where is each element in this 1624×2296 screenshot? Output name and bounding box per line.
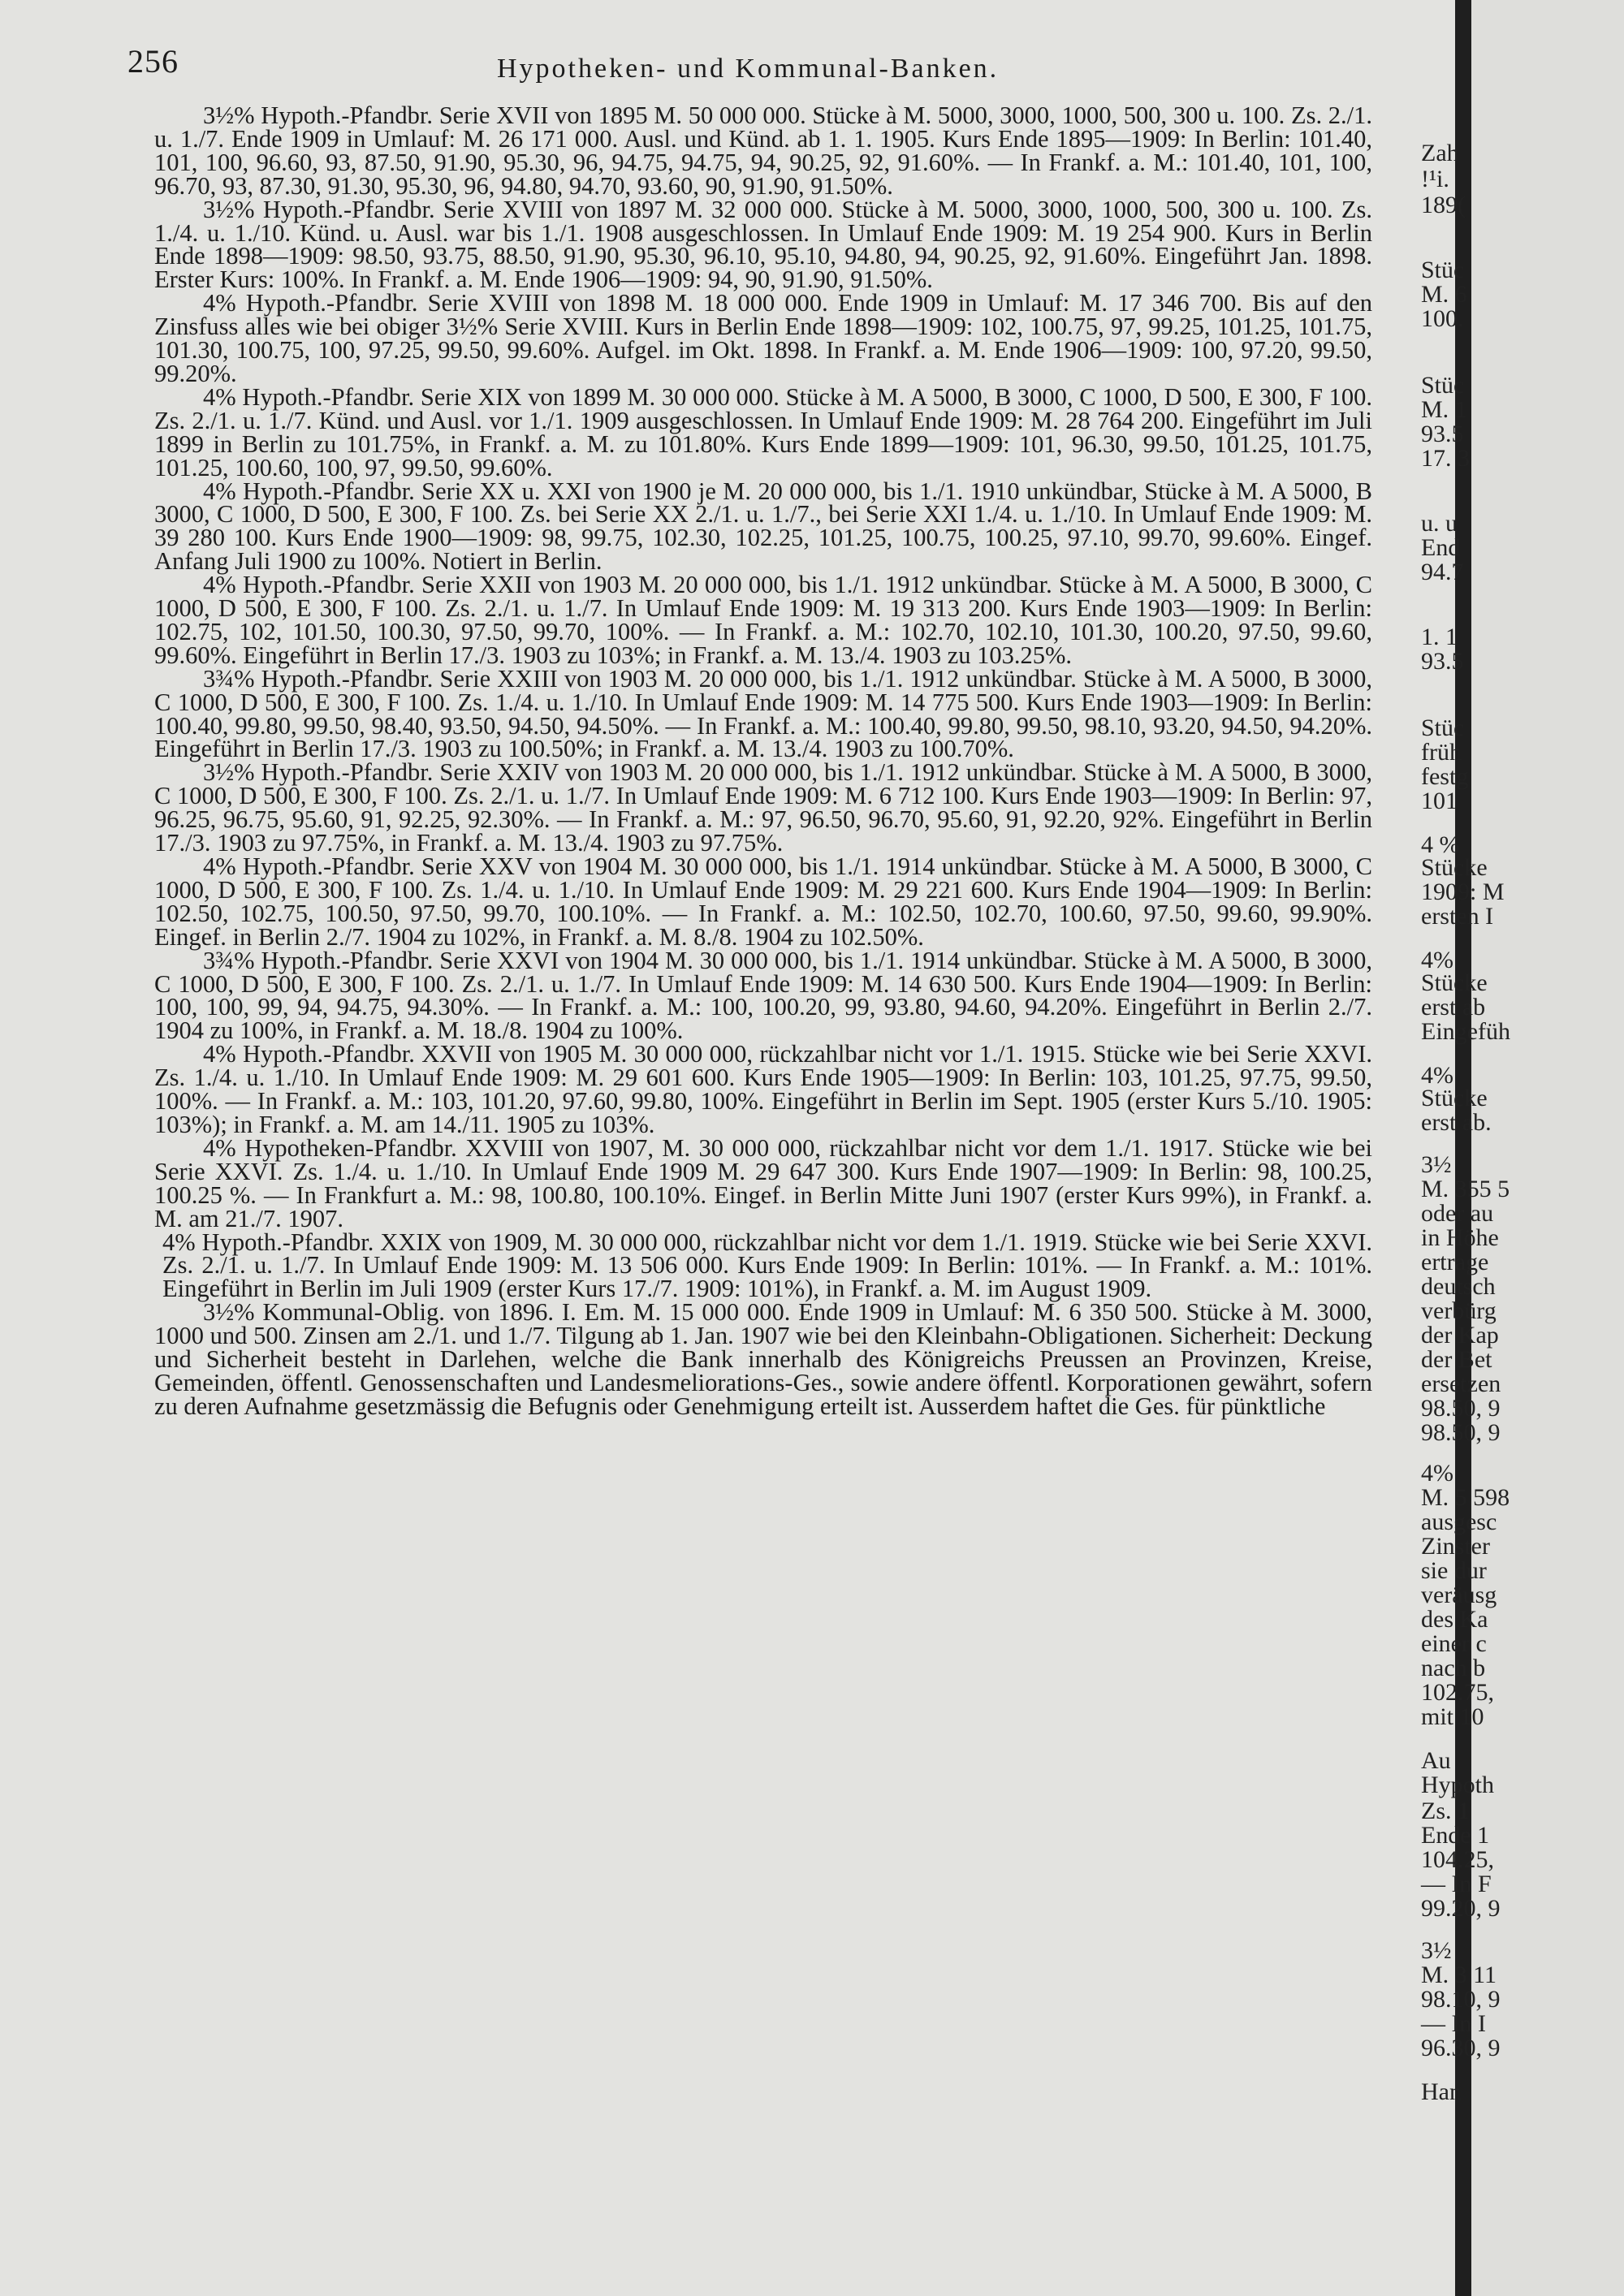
entry-serie-xxviii: 4% Hypotheken-Pfandbr. XXVIII von 1907, M. 30 000 000, rückzahlbar nicht vor dem 1./1. 1917. Stücke wie bei Serie XXVI. Zs. 1./4. u. 1./10. In Umlauf Ende 1909 M. 29 647 300. Kurs Ende 1907—1909: In Berlin: 98, 100.25, 100.25 %. — In Frankfurt a. M.: 98, 100.80, 100.10%. Eingef. in Berlin Mitte Juni 1907 (erster Kurs 99%), in Frankf. a. M. am 21./7. 1907. (154, 1133, 1372, 1232)
adjacent-page-fragment: Stücke (1421, 969, 1488, 996)
adjacent-page-fragment: M. 355 5 (1421, 1176, 1510, 1202)
running-title: Hypotheken- und Kommunal-Banken. (497, 54, 1000, 84)
adjacent-page-fragment: Zah (1421, 140, 1459, 166)
adjacent-page-fragment: Zs. 1 (1421, 1798, 1470, 1824)
adjacent-page-fragment: Eingefüh (1421, 1018, 1510, 1045)
adjacent-page-fragment: einer c (1421, 1630, 1487, 1657)
adjacent-page-fragment: M. 5 598 (1421, 1484, 1510, 1511)
adjacent-page-fragment: erst ab. (1421, 1109, 1492, 1136)
adjacent-page-fragment: erst ab (1421, 994, 1486, 1021)
adjacent-page-fragment: oder au (1421, 1200, 1494, 1227)
adjacent-page-fragment: festg (1421, 763, 1469, 790)
adjacent-page-fragment: M. 3 11 (1421, 1962, 1497, 1988)
adjacent-page-fragment: — In I (1421, 2010, 1486, 2037)
adjacent-page-fragment: Hypoth (1421, 1772, 1494, 1798)
adjacent-page-fragment: !¹i. (1421, 166, 1449, 192)
adjacent-page-fragment: 4% (1421, 947, 1453, 973)
adjacent-page-fragment: Stüc (1421, 714, 1465, 741)
adjacent-page-fragment: 96.30, 9 (1421, 2035, 1501, 2061)
adjacent-page-fragment: Stüc (1421, 372, 1465, 399)
entry-serie-xxvii: 4% Hypoth.-Pfandbr. XXVII von 1905 M. 30 000 000, rückzahlbar nicht vor 1./1. 1915. Stücke wie bei Serie XXVI. Zs. 1./4. u. 1./10. In Umlauf Ende 1909: M. 29 601 600. Kurs Ende 1905—1909: In Berlin: 103, 101.25, 97.75, 99.50, 100%. — In Frankf. a. M.: 103, 101.20, 97.60, 99.80, 100%. Eingeführt in Berlin im Sept. 1905 (erster Kurs 5./10. 1905: 103%); in Frankf. a. M. am 14./11. 1905 zu 103%. (154, 1040, 1372, 1138)
adjacent-page-fragment: ersetzen (1421, 1370, 1501, 1397)
book-gutter (1455, 0, 1471, 2296)
adjacent-page-fragment: Stücke (1421, 854, 1488, 881)
adjacent-page-fragment: 101 (1421, 788, 1458, 814)
adjacent-page-fragment: u. u (1421, 510, 1458, 537)
entry-serie-xvii: 3½% Hypoth.-Pfandbr. Serie XVII von 1895 M. 50 000 000. Stücke à M. 5000, 3000, 1000, 500, 300 u. 100. Zs. 2./1. u. 1./7. Ende 1909 in Umlauf: M. 26 171 000. Ausl. und Künd. ab 1. 1. 1905. Kurs Ende 1895—1909: In Berlin: 101.40, 101, 100, 96.60, 93, 87.50, 91.90, 95.30, 96, 94.75, 94.75, 94, 90.25, 92, 91.60%. — In Frankf. a. M.: 101.40, 101, 100, 96.70, 93, 87.30, 91.30, 95.30, 96, 94.80, 94.70, 93.60, 90, 91.90, 91.50%. (154, 101, 1372, 200)
adjacent-page-fragment: 102.75, (1421, 1679, 1494, 1706)
adjacent-page-fragment: M. 1 (1421, 396, 1467, 423)
adjacent-page-fragment: des Ka (1421, 1606, 1488, 1633)
adjacent-page-fragment: mit 10 (1421, 1703, 1484, 1730)
adjacent-page-fragment: End (1421, 534, 1461, 561)
entry-serie-xxix: 4% Hypoth.-Pfandbr. XXIX von 1909, M. 30 000 000, rückzahlbar nicht vor dem 1./1. 1919. Stücke wie bei Serie XXVI. Zs. 2./1. u. 1./7. In Umlauf Ende 1909: M. 13 506 000. Kurs Ende 1909: In Berlin: 101%. — In Frankf. a. M.: 101%. Eingeführt in Berlin im Juli 1909 (erster Kurs 17./7. 1909: 101%), in Frankf. a. M. im August 1909. (162, 1228, 1372, 1303)
adjacent-page-fragment: 98.50, 9 (1421, 1395, 1501, 1422)
adjacent-page-fragment: veräusg (1421, 1582, 1497, 1608)
adjacent-page-fragment: nach b (1421, 1655, 1486, 1681)
adjacent-page-edge (1421, 0, 1624, 2296)
entry-serie-xix: 4% Hypoth.-Pfandbr. Serie XIX von 1899 M. 30 000 000. Stücke à M. A 5000, B 3000, C 1000, D 500, E 300, F 100. Zs. 2./1. u. 1./7. Künd. und Ausl. vor 1./1. 1909 ausgeschlossen. In Umlauf Ende 1909: M. 28 764 200. Eingeführt im Juli 1899 in Berlin zu 101.75%, in Frankf. a. M. zu 101.80%. Kurs Ende 1899—1909: 101, 96.30, 99.50, 101.25, 101.75, 101.25, 100.60, 100, 97, 99.50, 99.60%. (154, 382, 1372, 481)
adjacent-page-fragment: — In F (1421, 1871, 1492, 1897)
adjacent-page-fragment: Stüc (1421, 257, 1465, 283)
adjacent-page-fragment: 4 % (1421, 831, 1460, 858)
adjacent-page-fragment: Au (1421, 1747, 1451, 1774)
adjacent-page-fragment: ertrage (1421, 1249, 1489, 1275)
adjacent-page-fragment: ersten I (1421, 903, 1494, 930)
adjacent-page-fragment: 100. (1421, 305, 1464, 332)
adjacent-page-fragment: 93.5 (1421, 421, 1464, 447)
adjacent-page-fragment: 104.25, (1421, 1846, 1494, 1873)
entry-serie-xviii-4: 4% Hypoth.-Pfandbr. Serie XVIII von 1898 M. 18 000 000. Ende 1909 in Umlauf: M. 17 346 700. Bis auf den Zinsfuss alles wie bei obiger 3½% Serie XVIII. Kurs in Berlin Ende 1898—1909: 102, 100.75, 97, 99.25, 101.25, 101.75, 101.30, 100.75, 100, 97.25, 99.50, 99.60%. Aufgel. im Okt. 1898. In Frankf. a. M. Ende 1906—1909: 100, 97.20, 99.50, 99.20%. (154, 289, 1372, 387)
entry-serie-xxiv: 3½% Hypoth.-Pfandbr. Serie XXIV von 1903 M. 20 000 000, bis 1./1. 1912 unkündbar. Stücke à M. A 5000, B 3000, C 1000, D 500, E 300, F 100. Zs. 2./1. u. 1./7. In Umlauf Ende 1909: M. 6 712 100. Kurs Ende 1903—1909: In Berlin: 97, 96.25, 96.75, 95.60, 91, 92.25, 92.30%. — In Frankf. a. M.: 97, 96.50, 96.70, 95.60, 91, 92.20, 92%. Eingeführt in Berlin 17./3. 1903 zu 97.75%, in Frankf. a. M. 13./4. 1903 zu 97.75%. (154, 758, 1372, 857)
adjacent-page-fragment: 189( (1421, 192, 1466, 218)
adjacent-page-fragment: Han (1421, 2078, 1462, 2105)
entry-serie-xxvi: 3¾% Hypoth.-Pfandbr. Serie XXVI von 1904 M. 30 000 000, bis 1./1. 1914 unkündbar. Stücke à M. A 5000, B 3000, C 1000, D 500, E 300, F 100. Zs. 2./1. u. 1./7. In Umlauf Ende 1909: M. 14 630 500. Kurs Ende 1904—1909: In Berlin: 100, 100, 99, 94, 94.75, 94.30%. — In Frankf. a. M.: 100, 100.20, 99, 93.80, 94.60, 94.20%. Eingeführt in Berlin 2./7. 1904 zu 100%, in Frankf. a. M. 18./8. 1904 zu 100%. (154, 946, 1372, 1045)
adjacent-page-fragment: 4% (1421, 1460, 1453, 1487)
adjacent-page-fragment: 3½ (1421, 1151, 1452, 1178)
adjacent-page-fragment: 94.7 (1421, 559, 1464, 585)
adjacent-page-fragment: 99.20, 9 (1421, 1895, 1501, 1922)
adjacent-page-fragment: Ende 1 (1421, 1822, 1490, 1849)
adjacent-page-fragment: der Kap (1421, 1322, 1499, 1349)
adjacent-page-fragment: in Höhe (1421, 1224, 1499, 1251)
adjacent-page-fragment: Zinster (1421, 1533, 1490, 1560)
adjacent-page-fragment: sie dur (1421, 1557, 1487, 1584)
main-text-column (154, 101, 1372, 1420)
adjacent-page-fragment: verbürg (1421, 1297, 1497, 1324)
adjacent-page-fragment: M. 6 (1421, 281, 1467, 308)
adjacent-page-fragment: ausgesc (1421, 1508, 1497, 1535)
adjacent-page-fragment: 17. 3 (1421, 445, 1470, 472)
entry-serie-xxv: 4% Hypoth.-Pfandbr. Serie XXV von 1904 M. 30 000 000, bis 1./1. 1914 unkündbar. Stücke à M. A 5000, B 3000, C 1000, D 500, E 300, F 100. Zs. 1./4. u. 1./10. In Umlauf Ende 1909: M. 29 221 600. Kurs Ende 1904—1909: In Berlin: 102.50, 102.75, 100.50, 97.50, 99.70, 100.10%. — In Frankf. a. M.: 102.50, 102.70, 100.60, 97.50, 99.60, 99.90%. Eingef. in Berlin 2./7. 1904 zu 102%, in Frankf. a. M. 8./8. 1904 zu 102.50%. (154, 852, 1372, 951)
entry-serie-xx-xxi: 4% Hypoth.-Pfandbr. Serie XX u. XXI von 1900 je M. 20 000 000, bis 1./1. 1910 unkündbar, Stücke à M. A 5000, B 3000, C 1000, D 500, E 300, F 100. Zs. bei Serie XX 2./1. u. 1./7., bei Serie XXI 1./4. u. 1./10. In Umlauf Ende 1909: M. 39 280 100. Kurs Ende 1900—1909: 98, 99.75, 102.30, 102.25, 101.25, 100.75, 100.25, 97.10, 99.70, 99.60%. Eingef. Anfang Juli 1900 zu 100%. Notiert in Berlin. (154, 477, 1372, 576)
adjacent-page-fragment: 93.5 (1421, 648, 1464, 675)
adjacent-page-fragment: 1. 1 (1421, 624, 1458, 650)
adjacent-page-fragment: deutsch (1421, 1273, 1496, 1300)
adjacent-page-fragment: Stücke (1421, 1085, 1488, 1111)
adjacent-page-fragment: früh (1421, 739, 1462, 766)
adjacent-page-fragment: 98.50, 9 (1421, 1419, 1501, 1446)
adjacent-page-fragment: 4% (1421, 1062, 1453, 1089)
page-number: 256 (127, 43, 179, 80)
entry-serie-xxii: 4% Hypoth.-Pfandbr. Serie XXII von 1903 M. 20 000 000, bis 1./1. 1912 unkündbar. Stücke à M. A 5000, B 3000, C 1000, D 500, E 300, F 100. Zs. 2./1. u. 1./7. In Umlauf Ende 1909: M. 19 313 200. Kurs Ende 1903—1909: In Berlin: 102.75, 102, 101.50, 100.30, 97.50, 99.70, 100%. — In Frankf. a. M.: 102.70, 102.10, 101.30, 100.20, 97.50, 99.60, 99.60%. Eingeführt in Berlin 17./3. 1903 zu 103%; in Frankf. a. M. 13./4. 1903 zu 103.25%. (154, 571, 1372, 669)
adjacent-page-fragment: 98.10, 9 (1421, 1986, 1501, 2013)
entry-serie-xviii-3-5: 3½% Hypoth.-Pfandbr. Serie XVIII von 1897 M. 32 000 000. Stücke à M. 5000, 3000, 1000, 500, 300 u. 100. Zs. 1./4. u. 1./10. Künd. u. Ausl. war bis 1./1. 1908 ausgeschlossen. In Umlauf Ende 1909: M. 19 254 900. Kurs in Berlin Ende 1898—1909: 98.50, 93.75, 88.50, 91.90, 95.30, 96.10, 95.10, 94.80, 94, 90.25, 92, 91.60%. Eingeführt Jan. 1898. Erster Kurs: 100%. In Frankf. a. M. Ende 1906—1909: 94, 90, 91.90, 91.50%. (154, 195, 1372, 294)
entry-serie-xxiii: 3¾% Hypoth.-Pfandbr. Serie XXIII von 1903 M. 20 000 000, bis 1./1. 1912 unkündbar. Stücke à M. A 5000, B 3000, C 1000, D 500, E 300, F 100. Zs. 1./4. u. 1./10. In Umlauf Ende 1909: M. 14 775 500. Kurs Ende 1903—1909: In Berlin: 100.40, 99.80, 99.50, 98.40, 93.50, 94.50, 94.50%. — In Frankf. a. M.: 100.40, 99.80, 99.50, 98.10, 93.20, 94.50, 94.20%. Eingeführt in Berlin 17./3. 1903 zu 100.50%; in Frankf. a. M. 13./4. 1903 zu 100.70%. (154, 664, 1372, 763)
adjacent-page-fragment: 3½ (1421, 1937, 1452, 1964)
adjacent-page-fragment: 1909: M (1421, 878, 1505, 905)
entry-kommunal-oblig: 3½% Kommunal-Oblig. von 1896. I. Em. M. 15 000 000. Ende 1909 in Umlauf: M. 6 350 500. Stücke à M. 3000, 1000 und 500. Zinsen am 2./1. und 1./7. Tilgung ab 1. Jan. 1907 wie bei den Kleinbahn-Obligationen. Sicherheit: Deckung und Sicherheit besteht in Darlehen, welche die Bank innerhalb des Königreichs Preussen an Provinzen, Kreise, Gemeinden, öffentl. Genossenschaften und Landesmeliorations-Ges., sowie andere öffentl. Korporationen gewährt, sofern zu deren Aufnahme gesetzmässig die Befugnis oder Genehmigung erteilt ist. Ausserdem haftet die Ges. für pünktliche (154, 1298, 1372, 1420)
adjacent-page-fragment: der Bet (1421, 1346, 1492, 1373)
